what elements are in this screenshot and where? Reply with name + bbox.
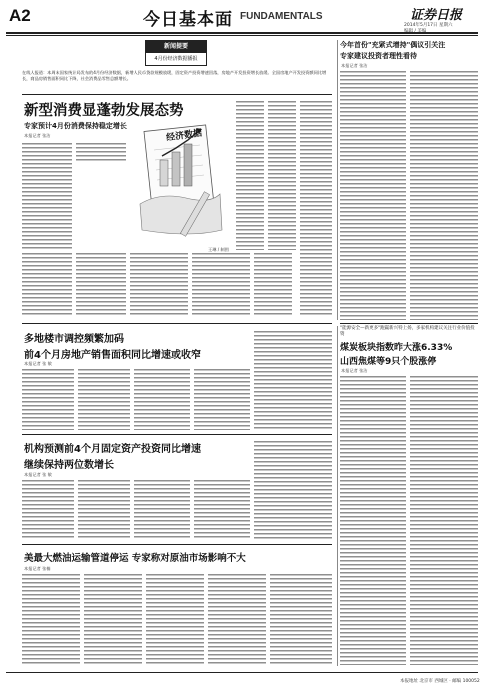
news-summary-tag — [145, 40, 207, 66]
footer-text: 本报地址 北京市 西城区 · 邮编 100052 — [400, 679, 480, 684]
tag-top: 新闻提要 — [146, 41, 206, 53]
invest-col-5 — [254, 440, 332, 539]
top-col-1b — [76, 142, 126, 162]
invest-headline-2: 继续保持两位数增长 — [24, 460, 114, 471]
section-title-en: FUNDAMENTALS — [240, 11, 323, 22]
mid-col-3 — [134, 368, 190, 430]
invest-col-1 — [22, 479, 74, 539]
right-byline: 本报记者 张洁 — [341, 63, 368, 68]
coal-kicker — [340, 326, 478, 338]
bottom-col-2 — [84, 573, 142, 665]
invest-col-3 — [134, 479, 190, 539]
bottom-col-4 — [208, 573, 266, 665]
mid-byline: 本报记者 张 敏 — [24, 361, 52, 366]
section-rule-2 — [22, 434, 332, 435]
bottom-col-3 — [146, 573, 204, 665]
mid-col-4 — [194, 368, 250, 430]
column-divider-right-2 — [337, 326, 338, 666]
top-col-2b — [76, 252, 126, 316]
top-col-5 — [254, 252, 292, 316]
page-number: A2 — [9, 6, 31, 25]
top-col-7 — [268, 100, 296, 250]
invest-col-2 — [78, 479, 130, 539]
bottom-col-5 — [270, 573, 332, 665]
illustration-credit: 王琳 / 制图 — [208, 247, 229, 252]
coal-headline-2: 山西焦煤等9只个股涨停 — [340, 357, 437, 367]
invest-headline-1: 机构预测前4个月固定资产投资同比增速 — [24, 444, 201, 455]
top-col-4 — [192, 252, 250, 316]
invest-col-4 — [194, 479, 250, 539]
footer-rule — [6, 672, 478, 673]
tag-bottom: 4月份经济数据播报 — [154, 56, 198, 62]
masthead-rule-thick — [6, 32, 478, 34]
section-rule-1 — [22, 323, 332, 324]
mid-col-5 — [254, 330, 332, 430]
right-headline-1: 今年首份"充紧式增持"偶议引关注 — [340, 41, 446, 49]
coal-byline: 本报记者 张洁 — [341, 368, 368, 373]
headline: 新型消费显蓬勃发展态势 — [24, 103, 184, 119]
mid-col-1 — [22, 368, 74, 430]
masthead-rule-thin — [6, 35, 478, 36]
right-col-2 — [410, 70, 478, 320]
bottom-col-1 — [22, 573, 80, 665]
paper-logo: 证券日报 — [410, 8, 463, 23]
right-headline-2: 专家建议投资者理性看待 — [340, 52, 417, 60]
top-col-3 — [130, 252, 188, 316]
top-byline: 本报记者 张洁 — [24, 133, 51, 138]
coal-col-1 — [340, 375, 406, 665]
section-rule-1b — [340, 323, 478, 324]
issue-date: 2014年5月17日 星期六 — [404, 23, 453, 28]
column-divider-right — [337, 40, 338, 320]
right-col-1 — [340, 70, 406, 320]
section-rule-3 — [22, 544, 332, 545]
coal-headline-1: 煤炭板块指数昨大涨6.33% — [340, 343, 453, 353]
illustration-label: 经济数据 — [165, 128, 203, 144]
coal-kicker-text: "能源安全—新更多"跑赢新兴特上扬，多家机构建议关注行业价值投资 — [340, 326, 475, 337]
top-col-2a — [22, 252, 72, 316]
section-title: 今日基本面 — [143, 10, 233, 30]
subheadline: 专家预计4月份消费保持稳定增长 — [24, 122, 127, 130]
top-col-1a — [22, 142, 72, 250]
mid-headline-1: 多地楼市调控频繁加码 — [24, 334, 124, 345]
bottom-byline: 本报记者 张楠 — [24, 566, 51, 571]
invest-byline: 本报记者 张 敏 — [24, 472, 52, 477]
top-col-6 — [236, 100, 264, 250]
lead-summary: 在线人报道：本周末国家统计局发布的4月份经济数据，新增人民币贷款规模放缓，固定资产投资增速回落，房地产开发投资增长放缓。全国房地产开发投资额同比增长，商品房销售面积同比下降，社会消费品零售总额增长。 — [22, 70, 327, 81]
coal-col-2 — [410, 375, 478, 665]
bottom-headline: 美最大燃油运输管道停运 专家称对原油市场影响不大 — [24, 553, 246, 564]
lead-rule — [22, 94, 332, 95]
mid-headline-2: 前4个月房地产销售面积同比增速或收窄 — [24, 350, 201, 361]
illustration — [130, 120, 230, 245]
mid-col-2 — [78, 368, 130, 430]
top-col-8 — [300, 100, 332, 316]
